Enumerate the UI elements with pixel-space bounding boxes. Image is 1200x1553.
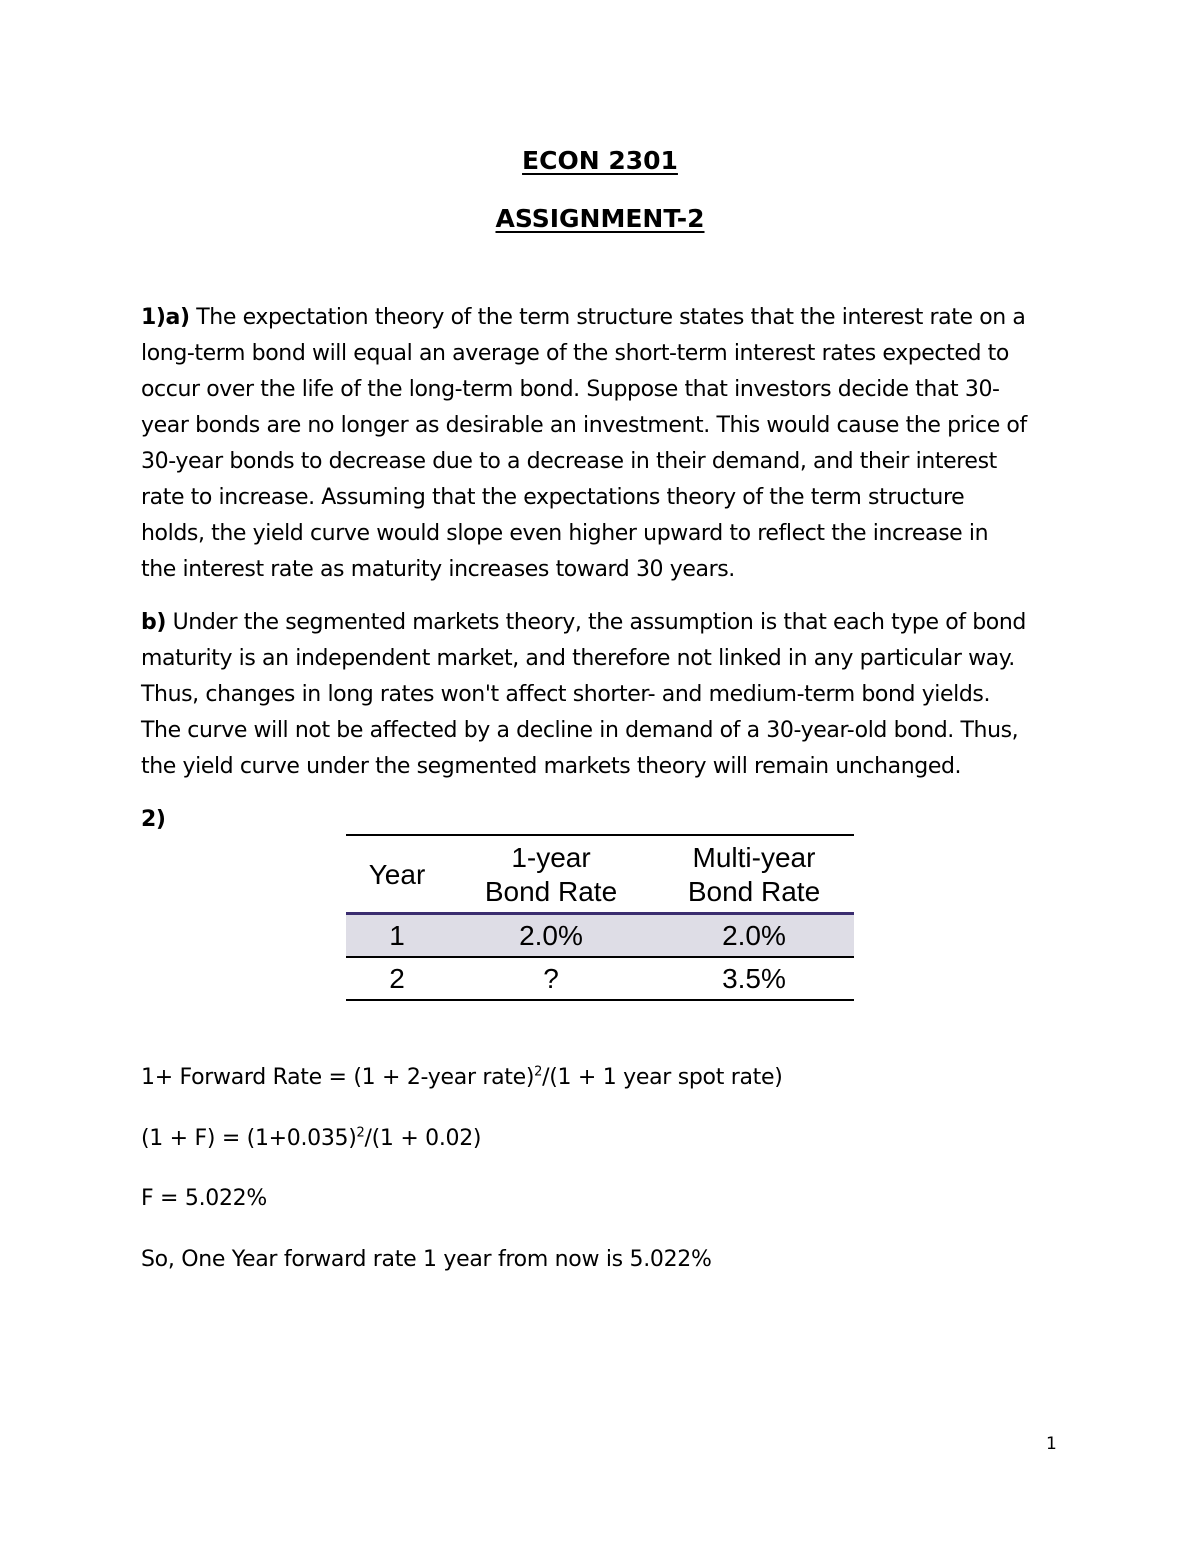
table-cell: 2.0% [448, 914, 654, 958]
answer-1b-line: b) Under the segmented markets theory, the assumption is that each type of bond [141, 610, 1026, 635]
answer-1b-line: the yield curve under the segmented markets theory will remain unchanged. [141, 754, 962, 779]
exponent: 2 [356, 1125, 365, 1141]
course-title: ECON 2301 [522, 146, 678, 175]
question-label-1a: 1)a) [141, 305, 190, 330]
answer-1a-line: rate to increase. Assuming that the expectations theory of the term structure [141, 485, 965, 510]
table-cell: 3.5% [654, 957, 854, 1000]
header-year: Year [346, 835, 448, 914]
forward-rate-result: F = 5.022% [141, 1186, 267, 1211]
table-row [346, 914, 854, 958]
table-cell: 2.0% [654, 914, 854, 958]
table-row [346, 957, 854, 1000]
answer-1b [141, 605, 1066, 785]
answer-1a-line: 30-year bonds to decrease due to a decrease in their demand, and their interest [141, 449, 997, 474]
table-cell: 1 [346, 914, 448, 958]
forward-rate-substitution: $(1 + F) = (1+0.035)^2/(1 + 0.02)$ [141, 1125, 482, 1151]
table-cell: 2 [346, 957, 448, 1000]
header-multi-year-rate: Multi-year Bond Rate [654, 835, 854, 914]
answer-1a-line: 1)a) The expectation theory of the term structure states that the interest rate on a [141, 305, 1026, 330]
table-cell: ? [448, 957, 654, 1000]
page-number: 1 [1046, 1434, 1057, 1454]
table-header-row [346, 835, 854, 914]
bond-rate-table [346, 834, 854, 1001]
answer-1a-line: the interest rate as maturity increases toward 30 years. [141, 557, 735, 582]
forward-rate-conclusion: So, One Year forward rate 1 year from now is 5.022% [141, 1247, 712, 1272]
answer-1b-line: Thus, changes in long rates won't affect shorter- and medium-term bond yields. [141, 682, 991, 707]
answer-1a-line: long-term bond will equal an average of the short-term interest rates expected to [141, 341, 1009, 366]
answer-1a-line: year bonds are no longer as desirable an investment. This would cause the price of [141, 413, 1027, 438]
answer-1b-line: The curve will not be affected by a decline in demand of a 30-year-old bond. Thus, [141, 718, 1019, 743]
answer-1a-line: occur over the life of the long-term bond. Suppose that investors decide that 30- [141, 377, 1000, 402]
answer-1a [141, 300, 1066, 588]
header-one-year-rate: 1-year Bond Rate [448, 835, 654, 914]
forward-rate-formula: 1+ Forward Rate = (1 + 2-year rate)$^2$/(1 + 1 year spot rate) [141, 1064, 783, 1090]
answer-1a-line: holds, the yield curve would slope even higher upward to reflect the increase in [141, 521, 989, 546]
question-label-2: 2) [141, 807, 166, 832]
assignment-title: ASSIGNMENT-2 [495, 204, 705, 233]
answer-1b-line: maturity is an independent market, and therefore not linked in any particular way. [141, 646, 1015, 671]
exponent: 2 [534, 1064, 543, 1080]
question-label-1b: b) [141, 610, 167, 635]
